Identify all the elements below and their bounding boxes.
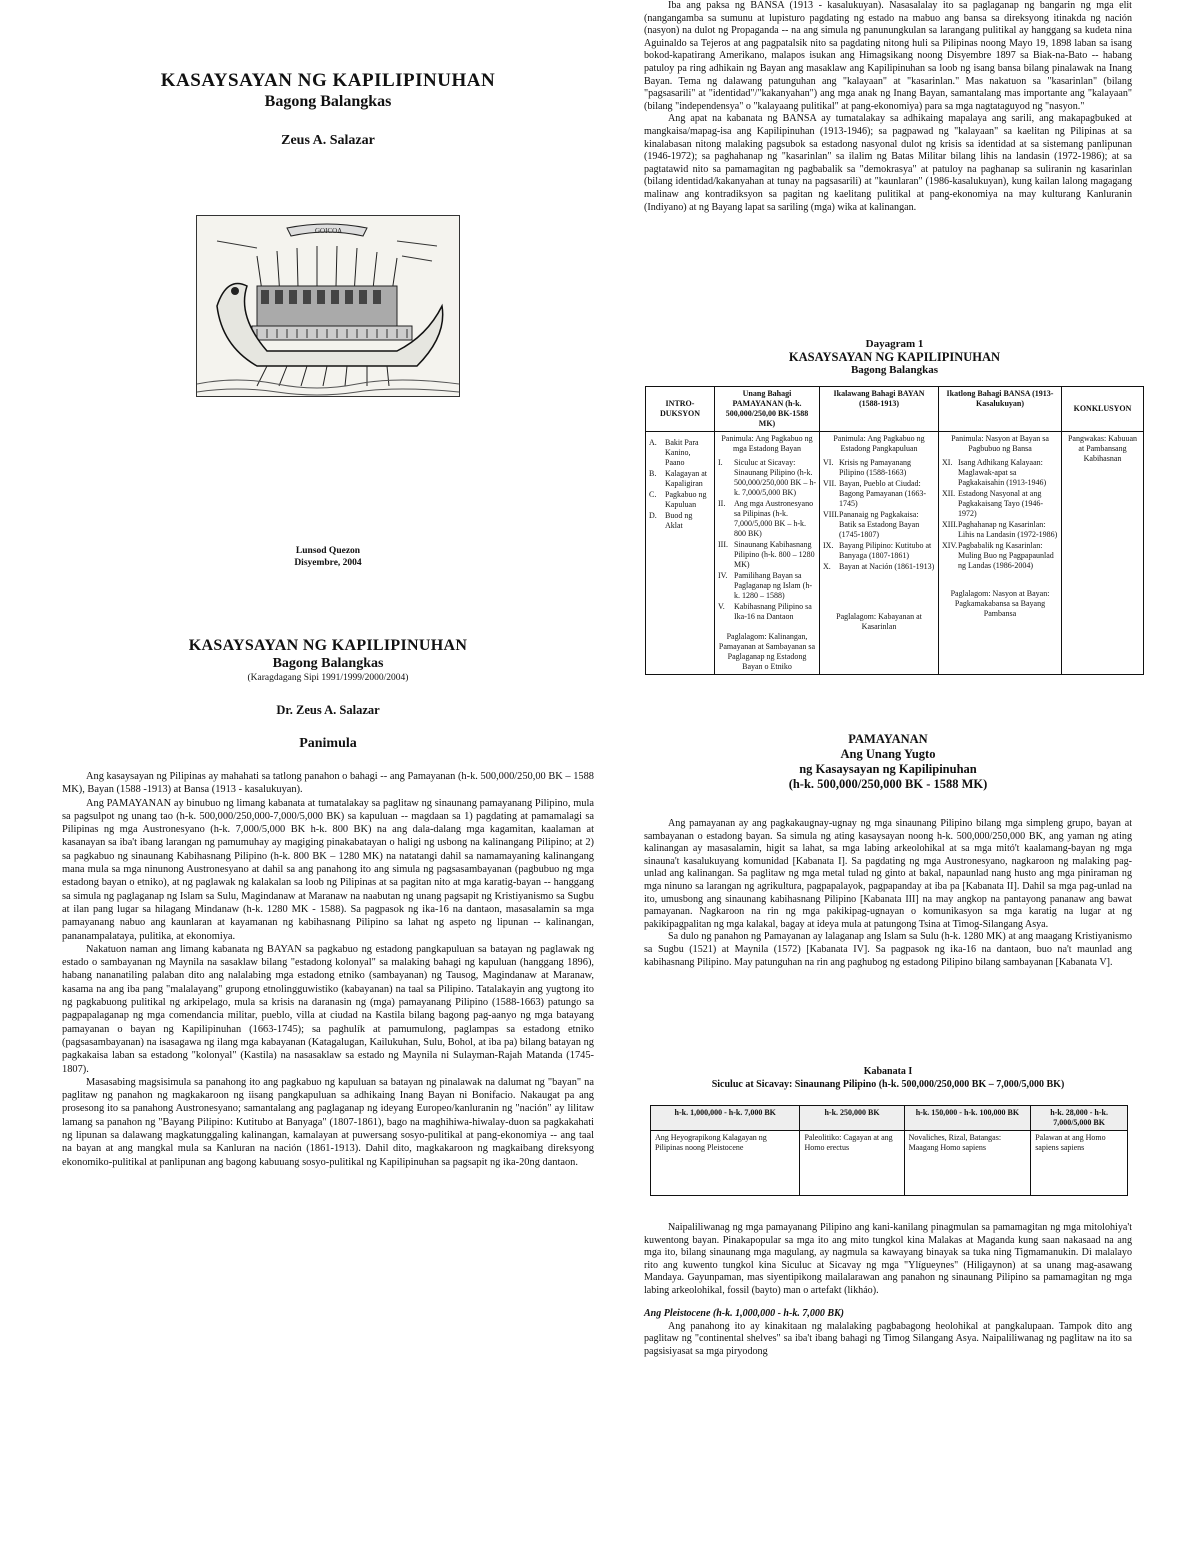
outline-text: Bakit Para Kanino, Paano [665, 438, 699, 467]
outline-item [718, 499, 816, 539]
cover-subtitle: Bagong Balangkas [264, 93, 392, 110]
outline-item [649, 490, 711, 510]
cover-title: KASAYSAYAN NG KAPILIPINUHAN [160, 70, 496, 91]
pamayanan-subtitle-2: ng Kasaysayan ng Kapilipinuhan [799, 762, 977, 776]
kab-header: h-k. 250,000 BK [800, 1106, 904, 1131]
outline-item [823, 510, 935, 540]
kabanata-table [650, 1105, 1128, 1196]
outline-item [649, 469, 711, 489]
cover-author: Zeus A. Salazar [281, 133, 375, 148]
outline-text: Bayan, Pueblo at Ciudad: Bagong Pamayanan (1663-1745) [839, 479, 927, 508]
intro-header: INTRO-DUKSYON [646, 387, 715, 432]
col1-intro: Panimula: Ang Pagkabuo ng mga Estadong Bayan [721, 434, 813, 453]
pamayanan-subtitle: Ang Unang Yugto [840, 747, 936, 761]
outline-item [823, 541, 935, 561]
outline-item [942, 520, 1058, 540]
kab-cell: Ang Heyograpikong Kalagayan ng Pilipinas noong Pleistocene [651, 1131, 800, 1196]
right-column [644, 0, 1132, 214]
paragraph: Ang panahong ito ay kinakitaan ng malalaking pagbabagong heolohikal at pangkalupaan. Tampok dito ang paglitaw ng "continental shelves" sa iba't ibang bahagi ng Timog Silangang Asya. Naipaliliwanag ng paglitaw na ito sa pagsisiyasat sa mga piryodong [644, 1320, 1132, 1357]
closing-section [644, 1222, 1132, 1358]
outline-item [718, 571, 816, 601]
outline-item [649, 511, 711, 531]
outline-text: Pagbabalik ng Kasarinlan: Muling Buo ng Pagpapaunlad ng Landas (1986-2004) [958, 541, 1054, 570]
pamayanan-range: (h-k. 500,000/250,000 BK - 1588 MK) [788, 777, 988, 791]
edition-note: (Karagdagang Sipi 1991/1999/2000/2004) [247, 673, 409, 683]
paragraph: Masasabing magsisimula sa panahong ito ang pagkabuo ng kapuluan sa batayan ng pinalawak na dalumat ng "bayan" na paglitaw ng panahon ng magkakaroon ng iisang pangkapuluan sa adhikaing Inang Bayan ni Bonifacio. Nakaugat pa ang prosesong ito sa panahong Austronesyano; samantalang ang paglaganap ng ideyang Europeo/kanluranin ng "nación" ay lilitaw lamang sa panahon ng "Bayang Pilipino: Kutitubo at Banyaga" (1807-1861), bago na maghihiwa-hiwalay-duon sa pagkakahati ng lipunan sa dalawang magkatunggaling kalinangan, kamalayan at puwersang sosyo-pulitikal at pang-ekonomiya -- ang taal na bayan at ang mangkal mula sa Kanluran na nación (1861-1913). Dahil dito, magkakaroon ng magkaibang direksyong ekonomiko-pulitikal at panlipunan ang bagong kabuuang sosyo-pulitikal ng Kapilipinuhan sa pagsapit ng ika-20ng dantaon. [62, 1076, 594, 1168]
outline-item [649, 438, 711, 468]
diagram-subtitle: Bagong Balangkas [850, 364, 939, 376]
pamayanan-title: PAMAYANAN [848, 732, 928, 746]
outline-text: Bayang Pilipino: Kutitubo at Banyaga (1807-1861) [839, 541, 932, 560]
col1-list [718, 458, 816, 622]
publication-place [62, 545, 594, 569]
outline-item [718, 458, 816, 498]
diagram-label: Dayagram 1 [865, 338, 924, 350]
paragraph: Ang kasaysayan ng Pilipinas ay mahahati sa tatlong panahon o bahagi -- ang Pamayanan (h-k. 500,000/250,00 BK – 1588 MK), Bayan (1588 -1913) at Bansa (1913 - kasalukuyan). [62, 771, 594, 796]
outline-text: Pamilihang Bayan sa Paglaganap ng Islam (h-k. 1280 – 1588) [734, 571, 812, 600]
kab-cell: Novaliches, Rizal, Batangas: Maagang Homo sapiens [904, 1131, 1031, 1196]
conclusion-cell: Pangwakas: Kabuuan at Pambansang Kabihasnan [1062, 432, 1144, 675]
intro-list [649, 438, 711, 531]
ship-drawing [197, 216, 459, 396]
main-title: KASAYSAYAN NG KAPILIPINUHAN [188, 637, 468, 654]
outline-number: VII. [823, 479, 837, 488]
subheading: Ang Pleistocene (h-k. 1,000,000 - h-k. 7,000 BK) [644, 1307, 844, 1319]
conclusion-header: KONKLUSYON [1062, 387, 1144, 432]
outline-number: X. [823, 562, 831, 571]
outline-text: Ang mga Austronesyano sa Pilipinas (h-k. 7,000/5,000 BK – h-k. 800 BK) [734, 499, 814, 538]
outline-number: XIII. [942, 520, 958, 529]
paragraph: Nakatuon naman ang limang kabanata ng BAYAN sa pagkabuo ng estadong pangkapuluan sa batayan ng paglawak ng estado o sambayanan ng Maynila na sasaklaw bilang "estadong kolonyal" sa malaking bahagi ng kapuluan (hanggang 1896), habang nananatiling palaban dito ang nalalabing mga estadong etniko (sambayanan) ng Tausog, Magindanaw at Maranaw, kasama na ang iba pang "malalayang" grupong etnolingguwistiko (kabayanan) na taal sa Pilipino. Tatalakayin ang yugtong ito ng pagkabuong pulitikal ng arkipelago, mula sa krisis na daranasin ng (mga) pamayanang Pilipino (1588-1663) patungo sa pagpapalaganap ng mga comendancia militar, pueblo, villa at ciudad na Kastila bilang bagong pag-aanyo ng mga batayang pamayanan o bayan ng Kapilipinuhan (1663-1745); sa paghulík at pamumulong, paglampas sa estadong etniko (pagsasambayanan) na isasagawa ng ilang mga kabayanan (Katagalugan, Kailukuhan, Sulu, Bohol, at iba pa) bilang batayan ng pagkakaisa laban sa estadong "kolonyal" (Kastila) na nasasaklaw sa estado ng Maynila ni Sulayman-Rajah Matanda (1745-1807). [62, 943, 594, 1075]
outline-item [942, 489, 1058, 519]
outline-item [718, 540, 816, 570]
outline-number: VIII. [823, 510, 839, 519]
diagram-title: KASAYSAYAN NG KAPILIPINUHAN [788, 350, 1001, 364]
col2-intro: Panimula: Ang Pagkabuo ng Estadong Pangkapuluan [833, 434, 925, 453]
outline-text: Siculuc at Sicavay: Sinaunang Pilipino (h-k. 500,000/250,000 BK – h-k. 7,000/5,000 BK) [734, 458, 816, 497]
outline-item [718, 602, 816, 622]
col1-header: Unang Bahagi PAMAYANAN (h-k. 500,000/250,00 BK-1588 MK) [715, 387, 820, 432]
outline-number: V. [718, 602, 725, 611]
paragraph: Naipaliliwanag ng mga pamayanang Pilipino ang kani-kanilang pinagmulan sa pamamagitan ng mga mitolohiya't kuwentong bayan. Pinakapopular sa mga ito ang mito tungkol kina Malakas at Maganda kung saan nakasaad na ang mga ito, bilang sinaunang mga magulang, ay nagmula sa kawayang binayak sa tuka ning Tigmamanukin. Di malalayo rito ang kuwento tungkol kina Siculuc at Sicavay ng mga "Ylígueynes" (Hiligaynon) at sa unang mag-asawang Mandaya. Gayunpaman, mas siyentipikong mailalarawan ang panahon ng sinaunang Pilipino sa pamamagitan ng mga labing arkeolohikal, fossil (bayto) man o artefakt (likháo). [644, 1222, 1132, 1296]
outline-number: XI. [942, 458, 953, 467]
left-column [62, 0, 594, 1169]
kab-header: h-k. 28,000 - h-k. 7,000/5,000 BK [1031, 1106, 1128, 1131]
outline-number: III. [718, 540, 728, 549]
col3-cell [939, 432, 1062, 675]
outline-number: XII. [942, 489, 956, 498]
kabanata-heading [644, 1065, 1132, 1091]
outline-text: Pagkabuo ng Kapuluan [665, 490, 707, 509]
diagram-table [645, 386, 1144, 675]
outline-text: Bayan at Nación (1861-1913) [839, 562, 935, 571]
main-subtitle: Bagong Balangkas [272, 656, 384, 671]
kab-header: h-k. 1,000,000 - h-k. 7,000 BK [651, 1106, 800, 1131]
outline-text: Estadong Nasyonal at ang Pagkakaisang Tayo (1946-1972) [958, 489, 1044, 518]
pamayanan-section [644, 732, 1132, 969]
outline-item [823, 458, 935, 478]
outline-text: Kalagayan at Kapaligiran [665, 469, 707, 488]
outline-number: A. [649, 438, 657, 447]
col2-cell [820, 432, 939, 675]
col3-summary: Paglalagom: Nasyon at Bayan: Pagkamakabansa sa Bayang Pambansa [950, 589, 1050, 618]
kab-cell: Palawan at ang Homo sapiens sapiens [1031, 1131, 1128, 1196]
outline-number: II. [718, 499, 726, 508]
outline-text: Buod ng Aklat [665, 511, 693, 530]
col1-cell [715, 432, 820, 675]
outline-number: VI. [823, 458, 834, 467]
paragraph: Ang pamayanan ay ang pagkakaugnay-ugnay ng mga sinaunang Pilipino bilang mga simpleng grupo, bayan at sambayanan o estadong bayan. Sa simula ng ating kasaysayan noong h-k. 500,000/250,000 BK, ang yaman ng ating kalinangan ay masasalamin, higit sa lahat, sa mga labing arkeolohikal at sa mga mitó't kaalamang-bayan ng mga sinauna't kasalukuyang komunidad [Kabanata I]. Sa pagdating ng mga Austronesyano, nagkaroon ng malaking pag-unlad ang kalinangan. Sa paglitaw ng mga metal tulad ng ginto at bakal, napaunlad nang husto ang mga piniraman ng mga ninuno sa larangan ng agrikultura, pagpapalayok, pagpapanday at iba pa [Kabanata II]. Dahil sa mga pag-unlad na ito, umusbong ang sinaunang kabihasnang Pilipino [Kabanata III] na may angkop na pantayong pananaw ang bawat pamayanan. Nagkaroon na rin ng mga pakikipag-ugnayan o komunikasyon sa mga karatig na lugar at ng pakikipagpalitan ng mga kalakal, bagay at ideya mula at patungong Tsina at Timog-Silangang Asya. [644, 818, 1132, 930]
outline-number: C. [649, 490, 657, 499]
section-heading: Panimula [299, 736, 357, 751]
diagram-heading [645, 338, 1144, 377]
outline-item [942, 458, 1058, 488]
author-name: Dr. Zeus A. Salazar [276, 703, 380, 717]
outline-text: Krisis ng Pamayanang Pilipino (1588-1663) [839, 458, 911, 477]
paragraph: Iba ang paksa ng BANSA (1913 - kasalukuyan). Nasasalalay ito sa paglaganap ng bangarin ng mga elit (nangangamba sa sumunu at lupisturo pagdating ng estado na mabuo ang bansa sa direksyong itinakda ng nación (nasyon) na dulot ng Propaganda -- na ang simula ng panunungkulan sa larangang pulitikal ay hanggang sa kudeta nina Aguinaldo sa Tejeros at ang pagpatalsik nito sa pagdating nitong huli sa Pilipinas noong Mayo 19, 1898 laban sa isang bokod-kapatirang Amerikano, malapos isukan ang Himagsikang noong Disyembre 1897 sa Biak-na-Bato -- habang patuloy pa ring adhikain ng Bayan ang masaklaw ang Kapilipinuhan sa loob ng isang bansa bilang pinalawak na Inang Bayan. Tema ng dalawang patunguhan ang "kalayaan" at "kasarinlan." Mas nakatuon sa "kasarinlan" (bilang "pagsasarili" at "identidad"/"kakanyahan") ang mga anak ng Inang Bayan, samantalang mas importante ang "kalayaan" (bilang "independensya" o "kalayaang pulitikal" at pang-ekonomiya) para sa mga nagtataguyod ng "nasyon." [644, 0, 1132, 112]
ship-illustration [196, 215, 460, 397]
col3-header: Ikatlong Bahagi BANSA (1913-Kasalukuyan) [939, 387, 1062, 432]
col3-intro: Panimula: Nasyon at Bayan sa Pagbubuo ng Bansa [951, 434, 1049, 453]
outline-text: Kabihasnang Pilipino sa Ika-16 na Dantaon [734, 602, 812, 621]
outline-number: IX. [823, 541, 834, 550]
col1-summary: Paglalagom: Kalinangan, Pamayanan at Sambayanan sa Paglaganap ng Estadong Bayan o Etniko [718, 632, 816, 671]
outline-text: Sinaunang Kabihasnang Pilipino (h-k. 800 – 1280 MK) [734, 540, 815, 569]
outline-number: XIV. [942, 541, 958, 550]
col3-list [942, 458, 1058, 571]
outline-item [823, 562, 935, 572]
kab-cell: Paleolitiko: Cagayan at ang Homo erectus [800, 1131, 904, 1196]
outline-item [942, 541, 1058, 571]
outline-text: Paghahanap ng Kasarinlan: Lihis na Landasin (1972-1986) [958, 520, 1058, 539]
outline-number: D. [649, 511, 657, 520]
outline-item [823, 479, 935, 509]
paragraph: Ang PAMAYANAN ay binubuo ng limang kabanata at tumatalakay sa paglitaw ng sinaunang pamayanang Pilipino, mula sa pagsulpot ng unang tao (h-k. 500,000/250,000-7,000/5,000 BK) sa kapuluan -- magdaan sa 1) pagdating at pamamalagi sa Pilipinas ng mga Austronesyano (h-k. 7,000/5,000 BK h-k. 800 BK) na ang dala-dalang mga kagamitan, kaalaman at kasanayan sa iba't ibang larangan ng pamumuhay ay magiging pinakabatayan o haligi ng usbong na kalinangang Pilipino; at 2) sa pagkabuo ng sinaunang Kabihasnang Pilipino (h-k. 800 BK – 1280 MK) na natatangi dahil sa namamayaning kalinangang mana mula sa mga ninunong Austronesyano at dahil sa ang panahong ito ang simula ng pagsasambayanan (pagbubuo ng mga estadong bayan o etniko), at ng paglawak ng kalakalan sa loob ng Pilipinas at sa pagitan nito at mga karatig-bayan -- hanggang sa simula ng paglaganap ng Islam sa Sulu, Magindanaw at Maranaw na naabutan ng unang pagsapit ng Kristiyanismo sa Sugbu at ilan pang lugar sa hilagang Mindanaw (h-k. 1280 MK - 1588). Sa pagpasok ng ika-16 na dantaon, masasalamin sa mga pamayanang nabuo ang kaunlaran at kayamanan ng kabihasnang Pilipino sa lahat ng aspeto ng lipunan -- kalinangan, pananampalataya, pulitika, at ekonomiya. [62, 797, 594, 942]
kabanata-title: Siculuc at Sicavay: Sinaunang Pilipino (h-k. 500,000/250,000 BK – 7,000/5,000 BK) [711, 1079, 1065, 1090]
intro-cell [646, 432, 715, 675]
outline-text: Isang Adhikang Kalayaan: Maglawak-apat sa Pagkakaisahin (1913-1946) [958, 458, 1047, 487]
col2-header: Ikalawang Bahagi BAYAN (1588-1913) [820, 387, 939, 432]
col2-summary: Paglalagom: Kabayanan at Kasarinlan [836, 612, 922, 631]
outline-number: I. [718, 458, 723, 467]
svg-text:GOICOA: GOICOA [315, 227, 343, 235]
date-text: Disyembre, 2004 [294, 558, 362, 568]
kab-header: h-k. 150,000 - h-k. 100,000 BK [904, 1106, 1031, 1131]
col2-list [823, 458, 935, 572]
outline-text: Pananaig ng Pagkakaisa: Batik sa Estadong Bayan (1745-1807) [839, 510, 920, 539]
outline-number: B. [649, 469, 657, 478]
paragraph: Sa dulo ng panahon ng Pamayanan ay lalaganap ang Islam sa Sulu (h-k. 1280 MK) at ang maagang Kristiyanismo sa Sugbu (1521) at Maynila (1572) [Kabanata IV]. Sa pagpasok ng ika-16 na dantaon, buo na't maunlad ang kabihasnang Pilipino. May patunguhan na rin ang paghubog ng estadong Pilipino bilang sambayanan [Kabanata V]. [644, 931, 1132, 968]
place-text: Lunsod Quezon [295, 546, 361, 556]
outline-number: IV. [718, 571, 728, 580]
kabanata-label: Kabanata I [863, 1066, 913, 1077]
paragraph: Ang apat na kabanata ng BANSA ay tumatalakay sa adhikaing mapalaya ang sarili, ang makapagbuked at mangkaisa/mapag-isa ang Kapilipinuhan (1913-1946); sa pagpawad ng "kalayaan" sa kaelitan ng Pilipinas at sa kinalabasan nitong malaking pagsubok sa estadong nasyonal dulot ng krisis sa identidad at sa sistemang panlipunan (1946-1972); sa paghahanap ng "kasarinlan" sa ilalim ng Batas Militar bilang lihis na landasin (1972-1986); at sa pagtatawid nito sa pamamagitan ng pagbabalik sa "demokrasya" at patuloy na paghanap sa suliranin ng kasarinlan (bilang identidad/kakanyahan at tunay na pagsasarili) at "kaunlaran" (1986-kasalukuyan), kung kailan lalong magagang malinaw ang kontradiksyon sa pagitan ng kaelitang pulitikal at pang-ekonomiya na may kulturang Kanluranin (Indiyano) at ng Bayang lapat sa sariling (mga) wika at kalinangan. [644, 113, 1132, 213]
